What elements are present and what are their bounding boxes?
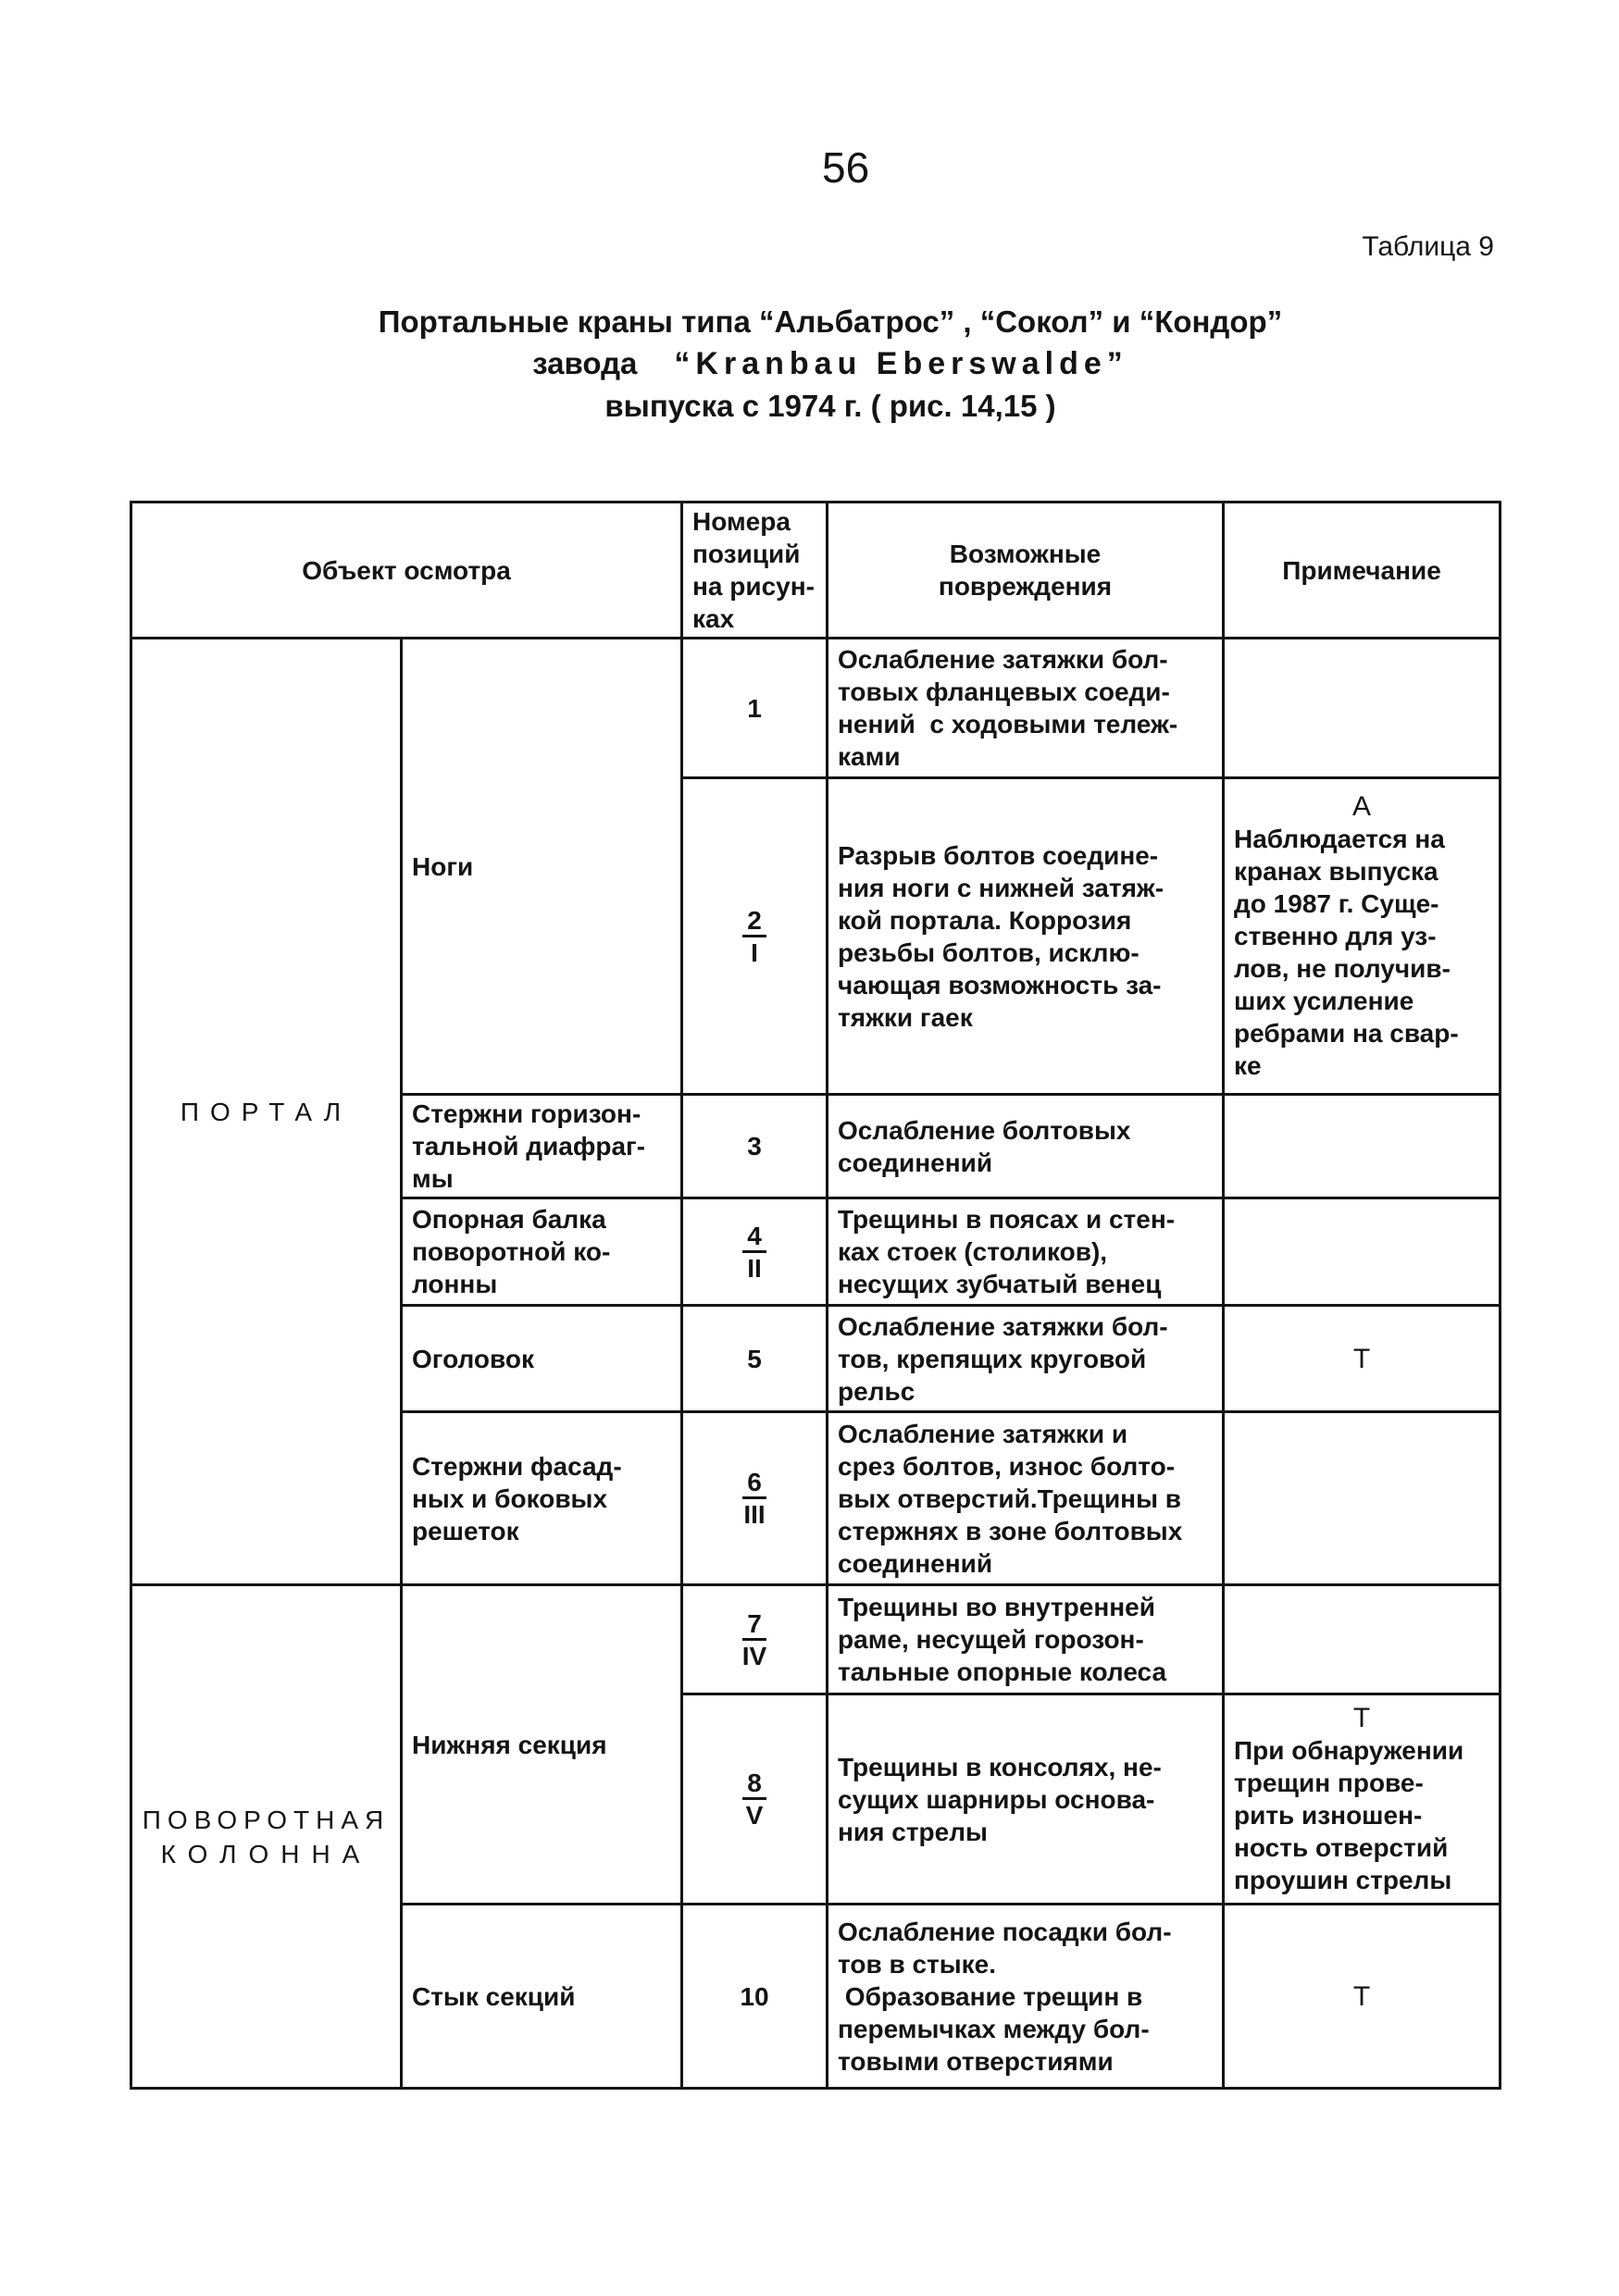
title-plant-prefix: завода	[532, 346, 638, 380]
sub-object-cell	[402, 1198, 682, 1306]
damage-cell	[828, 1198, 1224, 1306]
table-row	[131, 639, 1501, 778]
damage-description: Разрыв болтов соедине- ния ноги с нижней затяж- кой портала. Коррозия резьбы болтов, исклю- чающая возможность за- тяжки гаек	[838, 840, 1164, 1032]
group-name: ПОВОРОТНАЯ	[142, 1805, 391, 1834]
damage-cell	[828, 1412, 1224, 1585]
note-cell	[1224, 1198, 1501, 1306]
header-positions-cell	[682, 503, 828, 639]
inspection-table	[130, 501, 1501, 2090]
sub-object-name: Стержни фасад- ных и боковых решеток	[412, 1451, 622, 1545]
sub-object-name: Оголовок	[412, 1344, 534, 1373]
note-text: Наблюдается на кранах выпуска до 1987 г. Суще- ственно для уз- лов, не получив- ших усиление ребрами на свар- ке	[1234, 825, 1459, 1080]
group-rotating-column-cell	[131, 1585, 402, 2089]
title-line-2	[275, 342, 1386, 385]
header-positions-label: Номера позиций на рисун- ках	[692, 507, 815, 633]
title-line-3: выпуска с 1974 г. ( рис. 14,15 )	[604, 389, 1056, 423]
note-cell	[1224, 778, 1501, 1095]
damage-cell	[828, 1905, 1224, 2089]
damage-cell	[828, 639, 1224, 778]
damage-cell	[828, 1694, 1224, 1905]
note-cell	[1224, 1306, 1501, 1412]
position-cell	[682, 1905, 828, 2089]
sub-object-cell	[402, 1095, 682, 1198]
position-number: 4	[742, 1222, 766, 1253]
position-cell	[682, 778, 828, 1095]
damage-description: Ослабление затяжки бол- тов, крепящих круговой рельс	[838, 1311, 1168, 1406]
note-cell	[1224, 1905, 1501, 2089]
header-object-cell	[131, 503, 682, 639]
table-title	[275, 301, 1386, 427]
position-roman-number: IV	[741, 1641, 767, 1670]
note-mark: Т	[1352, 1343, 1371, 1374]
header-notes-label: Примечание	[1282, 555, 1441, 585]
note-text: При обнаружении трещин прове- рить изношен- ность отверстий проушин стрелы	[1234, 1736, 1464, 1894]
table-label: Таблица 9	[1362, 231, 1494, 262]
sub-object-cell	[402, 639, 682, 1095]
damage-cell	[828, 1585, 1224, 1694]
title-line-1: Портальные краны типа “Альбатрос” , “Сокол” и “Кондор”	[378, 304, 1283, 339]
group-portal-cell	[131, 639, 402, 1585]
group-name: ПОРТАЛ	[180, 1097, 353, 1126]
note-mark: Т	[1352, 1980, 1371, 2012]
damage-description: Трещины во внутренней раме, несущей горозон- тальные опорные колеса	[838, 1593, 1167, 1686]
header-notes-cell	[1224, 503, 1501, 639]
position-roman-number: I	[751, 937, 758, 967]
sub-object-cell	[402, 1306, 682, 1412]
position-number: 5	[747, 1344, 762, 1373]
damage-description: Ослабление затяжки и срез болтов, износ болто- вых отверстий.Трещины в стержнях в зоне болтовых соединений	[838, 1419, 1183, 1578]
note-mark: Т	[1352, 1703, 1371, 1733]
position-number: 1	[747, 693, 762, 723]
page-number: 56	[822, 143, 870, 192]
position-number: 10	[740, 1981, 769, 2011]
sub-object-name: Стык секций	[412, 1981, 576, 2011]
sub-object-name: Опорная балка поворотной ко- лонны	[412, 1205, 611, 1298]
damage-description: Трещины в поясах и стен- ках стоек (столиков), несущих зубчатый венец	[838, 1205, 1176, 1298]
note-cell	[1224, 1585, 1501, 1694]
sub-object-name: Стержни горизон- тальной диафраг- мы	[412, 1099, 646, 1193]
position-number: 2	[742, 907, 766, 937]
group-name-line-2: КОЛОННА	[160, 1839, 372, 1868]
note-mark: А	[1352, 791, 1372, 822]
damage-cell	[828, 778, 1224, 1095]
header-damages-cell	[828, 503, 1224, 639]
position-number: 7	[742, 1610, 766, 1641]
damage-description: Ослабление болтовых соединений	[838, 1115, 1131, 1177]
header-damages-label: Возможные повреждения	[938, 540, 1113, 601]
position-roman-number: V	[745, 1801, 764, 1830]
position-number: 6	[742, 1469, 766, 1499]
position-cell	[682, 1198, 828, 1306]
sub-object-cell	[402, 1585, 682, 1905]
damage-description: Ослабление затяжки бол- товых фланцевых соеди- нений с ходовыми тележ- ками	[838, 645, 1178, 771]
sub-object-cell	[402, 1412, 682, 1585]
header-row	[131, 503, 1501, 639]
header-object-label: Объект осмотра	[302, 555, 511, 585]
position-number: 8	[742, 1769, 766, 1800]
position-cell	[682, 1694, 828, 1905]
sub-object-cell	[402, 1905, 682, 2089]
note-cell	[1224, 1095, 1501, 1198]
damage-cell	[828, 1306, 1224, 1412]
note-cell	[1224, 1694, 1501, 1905]
damage-cell	[828, 1095, 1224, 1198]
sub-object-name: Нижняя секция	[412, 1730, 607, 1759]
position-roman-number: III	[743, 1500, 766, 1529]
position-cell	[682, 1585, 828, 1694]
position-cell	[682, 1095, 828, 1198]
position-cell	[682, 1306, 828, 1412]
position-cell	[682, 1412, 828, 1585]
note-cell	[1224, 639, 1501, 778]
position-number: 3	[747, 1132, 762, 1160]
position-roman-number: II	[747, 1253, 762, 1283]
note-cell	[1224, 1412, 1501, 1585]
position-cell	[682, 639, 828, 778]
damage-description: Ослабление посадки бол- тов в стыке. Образование трещин в перемычках между бол- товыми отверстиями	[838, 1917, 1172, 2076]
table-row	[131, 1585, 1501, 1694]
damage-description: Трещины в консолях, не- сущих шарниры основа- ния стрелы	[838, 1752, 1162, 1846]
title-plant-name: “Kranbau Eberswalde”	[674, 346, 1128, 381]
sub-object-name: Ноги	[412, 851, 474, 881]
